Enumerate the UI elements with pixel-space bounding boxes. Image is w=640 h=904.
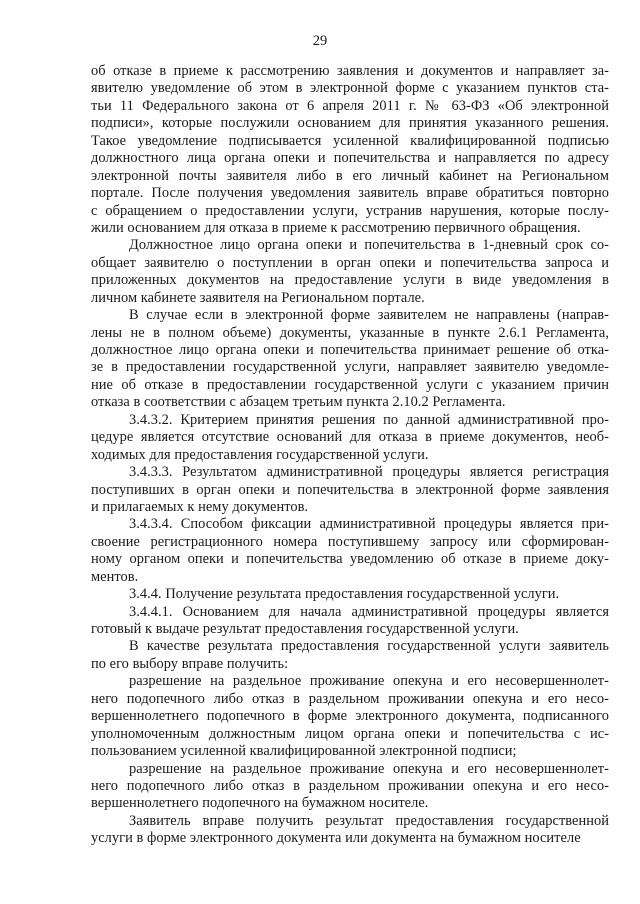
text-line: Такое уведомление подписывается усиленной квалифицированной подписью: [91, 132, 609, 149]
text-line: лены не в полном объеме) документы, указанные в пункте 2.6.1 Регламента,: [91, 324, 609, 341]
text-line: В случае если в электронной форме заявителем не направлены (направ-: [129, 307, 609, 324]
text-line: вершеннолетнего подопечного на бумажном носителе.: [91, 795, 429, 812]
page-number: 29: [312, 33, 328, 49]
text-line: ному органом опеки и попечительства уведомлению об отказе в приеме доку-: [91, 551, 609, 568]
text-line: Заявитель вправе получить результат предоставления государственной: [129, 812, 609, 829]
text-line: 3.4.3.4. Способом фиксации административной процедуры является при-: [129, 516, 609, 533]
text-line: него подопечного либо отказ в раздельном проживании опекуна и его несо-: [91, 777, 609, 794]
text-line: него подопечного либо отказ в раздельном проживании опекуна и его несо-: [91, 690, 609, 707]
text-line: явителю уведомление об этом в электронной форме с указанием пунктов ста-: [91, 80, 609, 97]
text-line: общает заявителю о поступлении в орган опеки и попечительства запроса и: [91, 254, 609, 271]
text-line: 3.4.4. Получение результата предоставления государственной услуги.: [129, 586, 560, 603]
text-line: цедуре является отсутствие оснований для отказа в приеме документов, необ-: [91, 429, 609, 446]
text-line: с обращением о предоставлении услуги, устранив нарушения, которые послу-: [91, 202, 609, 219]
text-line: по его выбору вправе получить:: [91, 655, 289, 672]
text-line: поступивших в орган опеки и попечительства в электронной форме заявления: [91, 481, 609, 498]
text-line: 3.4.3.3. Результатом административной процедуры является регистрация: [129, 464, 609, 481]
text-line: зе в предоставлении государственной услуги, направляет заявителю уведомле-: [91, 359, 609, 376]
text-line: 3.4.4.1. Основанием для начала административной процедуры является: [129, 603, 609, 620]
text-line: Должностное лицо органа опеки и попечительства в 1-дневный срок со-: [129, 237, 609, 254]
text-line: своение регистрационного номера поступившему запросу или сформирован-: [91, 533, 609, 550]
text-line: вершеннолетнего подопечного в форме электронного документа, подписанного: [91, 708, 609, 725]
text-line: тьи 11 Федерального закона от 6 апреля 2011 г. № 63-ФЗ «Об электронной: [91, 97, 609, 114]
document-body: [91, 63, 609, 848]
text-line: разрешение на раздельное проживание опекуна и его несовершеннолет-: [129, 760, 609, 777]
text-line: разрешение на раздельное проживание опекуна и его несовершеннолет-: [129, 673, 609, 690]
text-line: услуги в форме электронного документа или документа на бумажном носителе: [91, 830, 581, 847]
text-line: личном кабинете заявителя на Региональном портале.: [91, 289, 425, 306]
text-line: об отказе в приеме к рассмотрению заявления и документов и направляет за-: [91, 63, 609, 79]
text-line: приложенных документов на предоставление услуги в виде уведомления в: [91, 272, 609, 289]
text-line: ходимых для предоставления государственной услуги.: [91, 446, 429, 463]
text-line: должностного лица органа опеки и попечительства и направляется по адресу: [91, 150, 609, 167]
text-line: жили основанием для отказа в приеме к рассмотрению первичного обращения.: [91, 219, 581, 236]
text-line: должностное лицо органа опеки и попечительства принимает решение об отка-: [91, 342, 609, 358]
text-line: подписи», которые послужили основанием для принятия указанного решения.: [91, 115, 609, 132]
text-line: готовый к выдаче результат предоставления государственной услуги.: [91, 621, 519, 637]
text-line: портале. После получения уведомления заявитель вправе обратиться повторно: [91, 185, 609, 202]
text-line: уполномоченным должностным лицом органа опеки и попечительства с ис-: [91, 725, 609, 742]
text-line: 3.4.3.2. Критерием принятия решения по данной административной про-: [129, 411, 609, 428]
text-line: ментов.: [91, 568, 139, 585]
text-line: пользованием усиленной квалифицированной электронной подписи;: [91, 743, 517, 760]
text-line: В качестве результата предоставления государственной услуги заявитель: [129, 638, 609, 655]
text-line: ние об отказе в предоставлении государственной услуги с указанием причин: [91, 376, 609, 393]
text-line: электронной почты заявителя либо в его личный кабинет на Региональном: [91, 167, 609, 184]
text-line: и прилагаемых к нему документов.: [91, 498, 309, 515]
text-line: отказа в соответствии с абзацем третьим пункта 2.10.2 Регламента.: [91, 394, 506, 411]
